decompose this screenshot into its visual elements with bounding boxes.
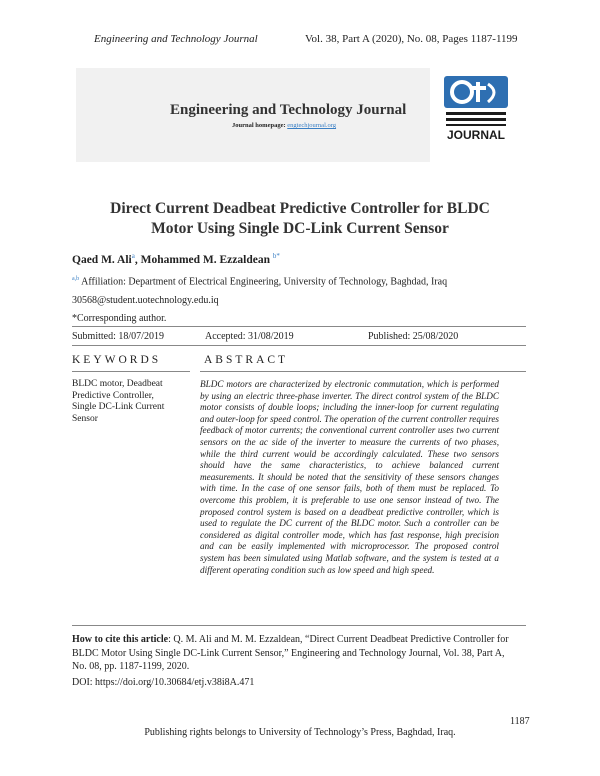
homepage-label: Journal homepage: [232,122,286,129]
author-email[interactable]: 30568@student.uotechnology.edu.iq [72,295,219,306]
corresponding-note: *Corresponding author. [72,313,167,324]
homepage-link[interactable]: engtechjournal.org [287,122,337,129]
divider-top [72,326,526,327]
keyword-line: Predictive Controller, [72,390,154,401]
citation-label: How to cite this article [72,634,169,645]
keyword-line: Sensor [72,413,98,424]
paper-title-line1: Direct Current Deadbeat Predictive Controller for BLDC [110,200,490,217]
affiliation [72,276,447,287]
running-journal-title: Engineering and Technology Journal [94,33,258,45]
paper-title [0,199,600,239]
author-separator: , [134,253,138,266]
author-2: Mohammed M. Ezzaldean [140,253,270,266]
journal-title: Engineering and Technology Journal [170,102,407,118]
keywords-heading: KEYWORDS [72,354,162,366]
paper-title-line2: Motor Using Single DC-Link Current Sensor [151,220,449,237]
citation-text: : Q. M. Ali and M. M. Ezzaldean, “Direct Current Deadbeat Predictive Controller for BLDC Motor Using Single DC-Link Current Sensor,” Engineering and Technology Journal, Vol. 38, Part A, No. 08, pp. 1187-1199, 2020. [72,634,509,672]
submitted-date: Submitted: 18/07/2019 [72,331,164,342]
keywords-list [72,379,182,425]
published-date: Published: 25/08/2020 [368,331,459,342]
citation [72,633,512,674]
journal-homepage [232,122,336,129]
author-1: Qaed M. Ali [72,253,132,266]
page-number: 1187 [510,716,530,727]
keywords-rule [72,371,190,372]
etj-journal-logo [440,72,512,148]
abstract-text: BLDC motors are characterized by electronic commutation, which is performed by using an electric three-phase inverter. The direct control system of the BLDC motor consists of double loops; including the inner-loop for current regulating and outer-loop for speed control. The operation of the current controller requires feedback of motor currents; the conventional current controller uses two current sensors on the ac side of the inverter to measure the currents of two phases, while the third current would be accordingly calculated. These two sensors should have the same characteristics, to achieve balanced current measurements. It should be noted that the sensitivity of these sensors changes with time. In the case of one sensor fails, both of them must be replaced. To overcome this problem, it is preferable to use one sensor instead of two. The proposed control system is based on a deadbeat predictive controller, which is used to regulate the DC current of the BLDC motor. Such a controller can be considered as digital controller mode, which has fast response, high precision and can be easily implemented with microprocessor. The proposed control system has been simulated using Matlab software, and the system is tested at a different operating condition such as low speed and high speed. [200,379,499,575]
etj-logo-text: JOURNAL [446,128,505,142]
abstract-heading: ABSTRACT [204,354,289,366]
affiliation-text: Affiliation: Department of Electrical Engineering, University of Technology, Baghdad, Iraq [81,276,448,288]
accepted-date: Accepted: 31/08/2019 [205,331,294,342]
author-list [72,252,280,266]
doi-link[interactable]: DOI: https://doi.org/10.30684/etj.v38i8A.471 [72,677,255,688]
divider-dates [72,345,526,346]
publishing-rights: Publishing rights belongs to University of Technology’s Press, Baghdad, Iraq. [144,727,456,738]
affiliation-sup: a,b [72,276,80,282]
author-1-affil: a [131,252,135,260]
author-2-affil: b* [272,252,280,260]
volume-info: Vol. 38, Part A (2020), No. 08, Pages 1187-1199 [305,33,518,45]
abstract-rule [200,371,526,372]
keyword-line: Single DC-Link Current [72,402,165,412]
keyword-line: BLDC motor, Deadbeat [72,379,163,389]
divider-bottom [72,625,526,626]
